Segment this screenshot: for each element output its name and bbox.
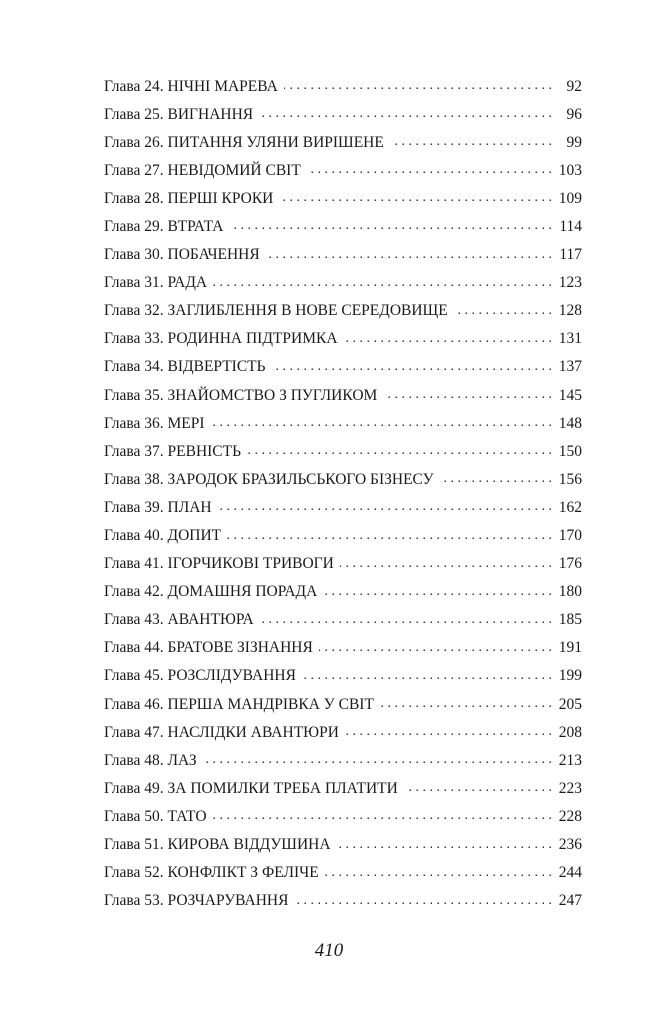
toc-entry <box>104 356 582 384</box>
dot-leader <box>213 272 552 288</box>
toc-entry-page: 236 <box>558 836 582 854</box>
toc-entry-page: 109 <box>558 189 582 207</box>
toc-entry-title: Глава 34. ВІДВЕРТІСТЬ <box>104 358 266 376</box>
toc-entry <box>104 440 582 468</box>
toc-entry-title: Глава 33. РОДИННА ПІДТРИМКА <box>104 330 338 348</box>
dot-leader <box>325 862 552 878</box>
dot-leader <box>440 468 552 484</box>
toc-entry-title: Глава 24. НІЧНІ МАРЕВА <box>104 77 278 95</box>
toc-entry-page: 148 <box>558 414 582 432</box>
toc-entry <box>104 103 582 131</box>
dot-leader <box>337 834 552 850</box>
toc-entry-page: 170 <box>558 527 582 544</box>
toc-entry-title: Глава 52. КОНФЛІКТ З ФЕЛІЧЕ <box>104 864 319 882</box>
toc-entry-page: 191 <box>558 639 582 657</box>
toc-entry-title: Глава 46. ПЕРША МАНДРІВКА У СВІТ <box>104 695 374 713</box>
dot-leader <box>380 693 552 709</box>
toc-entry-page: 145 <box>558 386 582 404</box>
toc-entry <box>104 581 582 609</box>
toc-entry-page: 185 <box>558 611 582 629</box>
toc-entry <box>104 637 582 665</box>
toc-entry <box>104 384 582 412</box>
toc-entry <box>104 525 582 553</box>
toc-entry-title: Глава 35. ЗНАЙОМСТВО З ПУГЛИКОМ <box>104 386 378 404</box>
dot-leader <box>247 440 552 456</box>
toc-entry-page: 162 <box>558 498 582 516</box>
toc-entry <box>104 272 582 300</box>
dot-leader <box>404 777 552 793</box>
toc-entry <box>104 862 582 890</box>
toc-entry <box>104 805 582 833</box>
dot-leader <box>260 609 552 625</box>
dot-leader <box>345 721 552 737</box>
toc-entry-page: 247 <box>558 892 582 910</box>
toc-entry <box>104 328 582 356</box>
toc-entry-page: 117 <box>559 246 582 264</box>
toc-entry-page: 92 <box>566 77 582 95</box>
toc-entry <box>104 187 582 215</box>
toc-entry-page: 103 <box>558 161 582 179</box>
toc-entry-title: Глава 40. ДОПИТ <box>104 527 222 544</box>
toc-entry <box>104 159 582 187</box>
toc-entry <box>104 693 582 721</box>
toc-entry-title: Глава 53. РОЗЧАРУВАННЯ <box>104 892 289 910</box>
toc-entry-page: 228 <box>558 807 582 825</box>
toc-entry <box>104 468 582 496</box>
toc-entry <box>104 75 582 103</box>
toc-entry-page: 199 <box>558 667 582 685</box>
toc-entry <box>104 890 582 918</box>
toc-entry-title: Глава 45. РОЗСЛІДУВАННЯ <box>104 667 296 685</box>
dot-leader <box>454 300 552 316</box>
toc-entry-title: Глава 29. ВТРАТА <box>104 217 224 235</box>
dot-leader <box>302 665 552 681</box>
toc-entry-page: 180 <box>558 583 582 601</box>
table-of-contents <box>104 75 582 918</box>
toc-entry-title: Глава 31. РАДА <box>104 274 208 292</box>
toc-entry-title: Глава 25. ВИГНАННЯ <box>104 105 254 123</box>
dot-leader <box>203 749 552 765</box>
dot-leader <box>319 637 552 653</box>
dot-leader <box>213 805 552 821</box>
dot-leader <box>218 496 552 512</box>
toc-entry-title: Глава 42. ДОМАШНЯ ПОРАДА <box>104 583 318 601</box>
toc-entry-title: Глава 50. ТАТО <box>104 807 207 825</box>
toc-entry <box>104 834 582 862</box>
toc-entry-page: 213 <box>558 751 582 769</box>
toc-entry-page: 123 <box>558 274 582 292</box>
toc-entry <box>104 215 582 243</box>
toc-entry-page: 205 <box>558 695 582 713</box>
toc-entry-page: 223 <box>558 779 582 797</box>
toc-entry-page: 156 <box>558 470 582 488</box>
toc-entry <box>104 131 582 159</box>
toc-entry-title: Глава 32. ЗАГЛИБЛЕННЯ В НОВЕ СЕРЕДОВИЩЕ <box>104 302 448 320</box>
dot-leader <box>307 159 552 175</box>
dot-leader <box>323 581 552 597</box>
toc-entry-title: Глава 44. БРАТОВЕ ЗІЗНАННЯ <box>104 639 313 657</box>
toc-entry <box>104 665 582 693</box>
toc-entry-title: Глава 49. ЗА ПОМИЛКИ ТРЕБА ПЛАТИТИ <box>104 779 398 797</box>
toc-entry-page: 150 <box>558 442 582 460</box>
toc-entry-title: Глава 38. ЗАРОДОК БРАЗИЛЬСЬКОГО БІЗНЕСУ <box>104 470 434 488</box>
toc-entry-page: 176 <box>558 555 582 573</box>
dot-leader <box>211 412 552 428</box>
dot-leader <box>230 215 553 231</box>
toc-entry <box>104 300 582 328</box>
dot-leader <box>294 890 552 906</box>
toc-entry <box>104 609 582 637</box>
page-number: 410 <box>314 940 344 961</box>
toc-entry-title: Глава 28. ПЕРШІ КРОКИ <box>104 189 274 207</box>
toc-entry <box>104 777 582 805</box>
dot-leader <box>383 384 552 400</box>
toc-entry-title: Глава 37. РЕВНІСТЬ <box>104 442 242 460</box>
toc-entry-page: 131 <box>558 330 582 348</box>
dot-leader <box>390 131 552 147</box>
toc-entry-page: 99 <box>566 133 582 151</box>
toc-entry-title: Глава 43. АВАНТЮРА <box>104 611 254 629</box>
dot-leader <box>227 525 552 541</box>
dot-leader <box>266 244 552 260</box>
toc-entry-page: 96 <box>566 105 582 123</box>
toc-entry-title: Глава 36. МЕРІ <box>104 414 205 432</box>
toc-entry-title: Глава 26. ПИТАННЯ УЛЯНИ ВИРІШЕНЕ <box>104 133 384 151</box>
toc-entry <box>104 496 582 524</box>
toc-entry-title: Глава 30. ПОБАЧЕННЯ <box>104 246 260 264</box>
toc-entry-page: 208 <box>558 723 582 741</box>
toc-entry-title: Глава 51. КИРОВА ВІДДУШИНА <box>104 836 331 854</box>
dot-leader <box>259 103 552 119</box>
toc-entry <box>104 749 582 777</box>
toc-entry <box>104 412 582 440</box>
toc-entry-page: 128 <box>558 302 582 320</box>
toc-entry-title: Глава 41. ІГОРЧИКОВІ ТРИВОГИ <box>104 555 334 573</box>
dot-leader <box>340 553 552 569</box>
toc-entry-page: 137 <box>558 358 582 376</box>
toc-entry-title: Глава 27. НЕВІДОМИЙ СВІТ <box>104 161 301 179</box>
toc-entry-page: 244 <box>558 864 582 882</box>
toc-entry-title: Глава 48. ЛАЗ <box>104 751 197 769</box>
toc-entry <box>104 721 582 749</box>
dot-leader <box>344 328 552 344</box>
dot-leader <box>279 187 552 203</box>
toc-entry-page: 114 <box>559 217 582 235</box>
dot-leader <box>272 356 552 372</box>
toc-entry <box>104 553 582 581</box>
toc-entry-title: Глава 47. НАСЛІДКИ АВАНТЮРИ <box>104 723 339 741</box>
dot-leader <box>284 75 552 91</box>
toc-entry <box>104 244 582 272</box>
toc-entry-title: Глава 39. ПЛАН <box>104 498 212 516</box>
